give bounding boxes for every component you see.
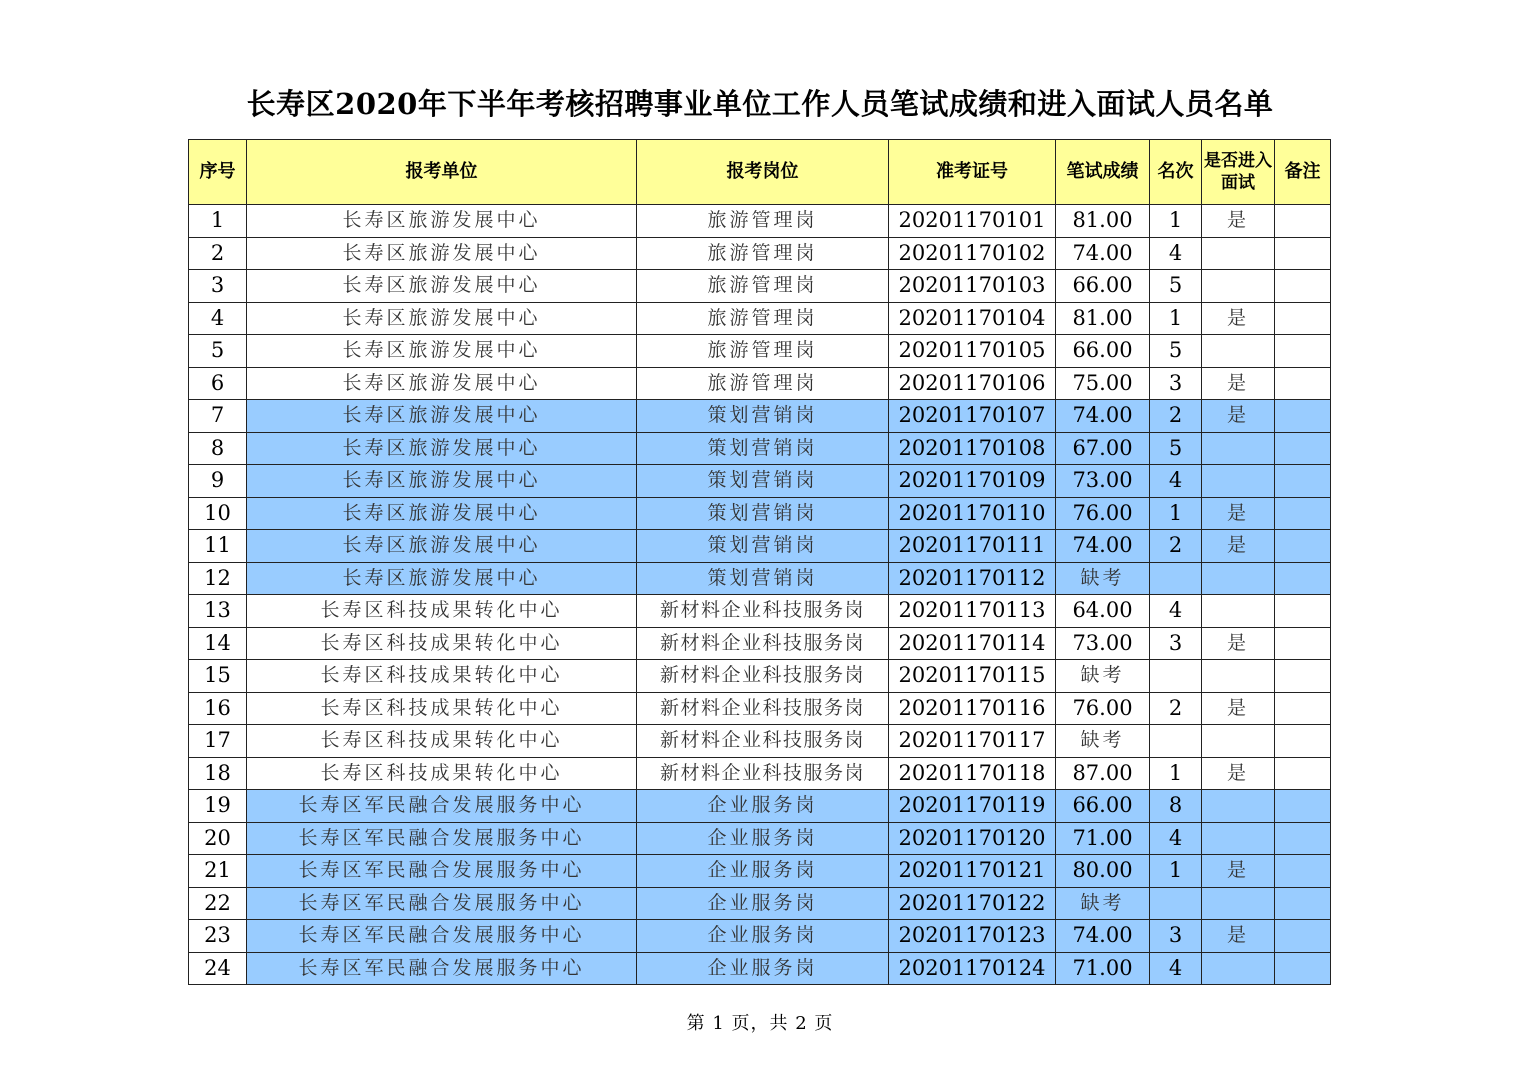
cell-note [1275,920,1331,953]
cell-ticket: 20201170121 [889,855,1056,888]
cell-unit: 长寿区科技成果转化中心 [247,692,637,725]
cell-ticket: 20201170107 [889,400,1056,433]
cell-interview: 是 [1202,920,1275,953]
cell-score: 缺考 [1056,887,1150,920]
cell-rank: 4 [1150,237,1202,270]
cell-note [1275,335,1331,368]
cell-post: 旅游管理岗 [637,205,889,238]
cell-interview [1202,725,1275,758]
cell-post: 旅游管理岗 [637,270,889,303]
cell-interview [1202,790,1275,823]
col-header-score: 笔试成绩 [1056,140,1150,205]
cell-post: 旅游管理岗 [637,367,889,400]
cell-rank: 2 [1150,530,1202,563]
cell-rank: 1 [1150,205,1202,238]
cell-ticket: 20201170109 [889,465,1056,498]
cell-rank: 4 [1150,465,1202,498]
cell-note [1275,855,1331,888]
cell-note [1275,887,1331,920]
cell-score: 87.00 [1056,757,1150,790]
cell-note [1275,530,1331,563]
col-header-serial: 序号 [189,140,247,205]
cell-note [1275,725,1331,758]
cell-score: 73.00 [1056,465,1150,498]
cell-post: 策划营销岗 [637,432,889,465]
cell-rank: 4 [1150,595,1202,628]
cell-interview: 是 [1202,627,1275,660]
cell-serial: 5 [189,335,247,368]
col-header-unit: 报考单位 [247,140,637,205]
table-row [189,562,1331,595]
cell-ticket: 20201170124 [889,952,1056,985]
table-row [189,757,1331,790]
cell-unit: 长寿区旅游发展中心 [247,302,637,335]
table-row [189,692,1331,725]
cell-ticket: 20201170102 [889,237,1056,270]
table-row [189,595,1331,628]
cell-score: 66.00 [1056,270,1150,303]
cell-interview: 是 [1202,400,1275,433]
cell-unit: 长寿区科技成果转化中心 [247,725,637,758]
table-row [189,335,1331,368]
cell-ticket: 20201170113 [889,595,1056,628]
table-row [189,530,1331,563]
cell-post: 企业服务岗 [637,920,889,953]
cell-post: 新材料企业科技服务岗 [637,660,889,693]
cell-serial: 14 [189,627,247,660]
cell-score: 76.00 [1056,692,1150,725]
cell-rank: 5 [1150,270,1202,303]
cell-unit: 长寿区科技成果转化中心 [247,627,637,660]
cell-ticket: 20201170114 [889,627,1056,660]
table-row [189,205,1331,238]
cell-interview [1202,822,1275,855]
cell-interview: 是 [1202,302,1275,335]
col-header-post: 报考岗位 [637,140,889,205]
cell-serial: 13 [189,595,247,628]
cell-interview [1202,465,1275,498]
cell-post: 企业服务岗 [637,952,889,985]
cell-score: 66.00 [1056,335,1150,368]
cell-unit: 长寿区旅游发展中心 [247,465,637,498]
cell-ticket: 20201170115 [889,660,1056,693]
table-row [189,302,1331,335]
cell-post: 新材料企业科技服务岗 [637,595,889,628]
cell-serial: 19 [189,790,247,823]
cell-interview [1202,595,1275,628]
cell-rank: 3 [1150,920,1202,953]
cell-score: 73.00 [1056,627,1150,660]
cell-unit: 长寿区科技成果转化中心 [247,595,637,628]
cell-note [1275,822,1331,855]
cell-serial: 24 [189,952,247,985]
cell-score: 75.00 [1056,367,1150,400]
cell-post: 旅游管理岗 [637,237,889,270]
cell-score: 64.00 [1056,595,1150,628]
table-row [189,432,1331,465]
cell-serial: 22 [189,887,247,920]
cell-score: 81.00 [1056,302,1150,335]
cell-unit: 长寿区旅游发展中心 [247,432,637,465]
cell-note [1275,497,1331,530]
cell-unit: 长寿区军民融合发展服务中心 [247,822,637,855]
table-row [189,465,1331,498]
cell-score: 71.00 [1056,952,1150,985]
cell-interview [1202,270,1275,303]
cell-score: 缺考 [1056,562,1150,595]
cell-note [1275,627,1331,660]
cell-ticket: 20201170103 [889,270,1056,303]
cell-post: 企业服务岗 [637,822,889,855]
cell-serial: 16 [189,692,247,725]
cell-post: 新材料企业科技服务岗 [637,627,889,660]
cell-rank: 4 [1150,822,1202,855]
table-row [189,237,1331,270]
cell-interview: 是 [1202,530,1275,563]
cell-ticket: 20201170117 [889,725,1056,758]
table-row [189,855,1331,888]
cell-note [1275,952,1331,985]
cell-interview [1202,237,1275,270]
cell-ticket: 20201170116 [889,692,1056,725]
cell-ticket: 20201170120 [889,822,1056,855]
cell-serial: 17 [189,725,247,758]
cell-ticket: 20201170108 [889,432,1056,465]
cell-note [1275,205,1331,238]
col-header-interview: 是否进入面试 [1202,140,1275,205]
col-header-rank: 名次 [1150,140,1202,205]
cell-rank: 1 [1150,497,1202,530]
cell-unit: 长寿区旅游发展中心 [247,497,637,530]
cell-rank: 2 [1150,400,1202,433]
results-table [188,139,1331,985]
cell-interview [1202,952,1275,985]
cell-serial: 15 [189,660,247,693]
table-row [189,270,1331,303]
page-title: 长寿区2020年下半年考核招聘事业单位工作人员笔试成绩和进入面试人员名单 [246,87,1274,121]
cell-score: 81.00 [1056,205,1150,238]
table-row [189,822,1331,855]
cell-rank: 1 [1150,302,1202,335]
cell-serial: 3 [189,270,247,303]
cell-unit: 长寿区军民融合发展服务中心 [247,920,637,953]
cell-score: 71.00 [1056,822,1150,855]
cell-unit: 长寿区旅游发展中心 [247,205,637,238]
cell-note [1275,465,1331,498]
cell-note [1275,400,1331,433]
cell-unit: 长寿区旅游发展中心 [247,237,637,270]
table-row [189,367,1331,400]
cell-interview: 是 [1202,692,1275,725]
cell-ticket: 20201170123 [889,920,1056,953]
cell-score: 76.00 [1056,497,1150,530]
cell-note [1275,692,1331,725]
table-row [189,920,1331,953]
cell-rank: 4 [1150,952,1202,985]
cell-serial: 23 [189,920,247,953]
cell-rank [1150,660,1202,693]
cell-note [1275,660,1331,693]
cell-unit: 长寿区军民融合发展服务中心 [247,790,637,823]
cell-serial: 6 [189,367,247,400]
cell-serial: 20 [189,822,247,855]
cell-interview [1202,660,1275,693]
cell-ticket: 20201170104 [889,302,1056,335]
cell-score: 66.00 [1056,790,1150,823]
cell-score: 67.00 [1056,432,1150,465]
cell-post: 策划营销岗 [637,530,889,563]
cell-ticket: 20201170119 [889,790,1056,823]
col-header-note: 备注 [1275,140,1331,205]
table-row [189,790,1331,823]
cell-note [1275,562,1331,595]
cell-score: 74.00 [1056,400,1150,433]
cell-note [1275,302,1331,335]
cell-interview: 是 [1202,757,1275,790]
cell-serial: 8 [189,432,247,465]
cell-post: 新材料企业科技服务岗 [637,757,889,790]
cell-note [1275,595,1331,628]
cell-score: 74.00 [1056,530,1150,563]
table-row [189,660,1331,693]
cell-rank: 5 [1150,432,1202,465]
cell-rank [1150,725,1202,758]
header-row [189,140,1331,205]
cell-ticket: 20201170106 [889,367,1056,400]
cell-interview: 是 [1202,205,1275,238]
cell-unit: 长寿区旅游发展中心 [247,530,637,563]
cell-serial: 12 [189,562,247,595]
cell-ticket: 20201170110 [889,497,1056,530]
cell-ticket: 20201170105 [889,335,1056,368]
cell-unit: 长寿区旅游发展中心 [247,335,637,368]
cell-score: 80.00 [1056,855,1150,888]
table-row [189,725,1331,758]
cell-score: 74.00 [1056,237,1150,270]
cell-serial: 18 [189,757,247,790]
cell-serial: 9 [189,465,247,498]
cell-rank [1150,562,1202,595]
cell-rank: 1 [1150,855,1202,888]
cell-ticket: 20201170118 [889,757,1056,790]
cell-rank: 8 [1150,790,1202,823]
cell-unit: 长寿区军民融合发展服务中心 [247,887,637,920]
cell-note [1275,270,1331,303]
cell-interview [1202,887,1275,920]
table-row [189,627,1331,660]
cell-post: 新材料企业科技服务岗 [637,725,889,758]
cell-post: 策划营销岗 [637,497,889,530]
cell-unit: 长寿区军民融合发展服务中心 [247,855,637,888]
cell-post: 企业服务岗 [637,855,889,888]
cell-score: 缺考 [1056,660,1150,693]
table-row [189,400,1331,433]
cell-interview [1202,562,1275,595]
cell-unit: 长寿区科技成果转化中心 [247,660,637,693]
table-row [189,887,1331,920]
col-header-ticket: 准考证号 [889,140,1056,205]
cell-note [1275,757,1331,790]
cell-unit: 长寿区军民融合发展服务中心 [247,952,637,985]
cell-serial: 7 [189,400,247,433]
cell-post: 企业服务岗 [637,790,889,823]
cell-score: 74.00 [1056,920,1150,953]
cell-ticket: 20201170122 [889,887,1056,920]
cell-note [1275,432,1331,465]
cell-post: 旅游管理岗 [637,302,889,335]
cell-rank: 5 [1150,335,1202,368]
cell-note [1275,237,1331,270]
cell-interview [1202,432,1275,465]
cell-interview: 是 [1202,497,1275,530]
cell-post: 新材料企业科技服务岗 [637,692,889,725]
cell-rank: 3 [1150,627,1202,660]
page-footer: 第 1 页，共 2 页 [686,1013,834,1034]
cell-serial: 10 [189,497,247,530]
cell-serial: 2 [189,237,247,270]
cell-rank: 1 [1150,757,1202,790]
cell-rank [1150,887,1202,920]
cell-post: 策划营销岗 [637,562,889,595]
cell-post: 企业服务岗 [637,887,889,920]
cell-serial: 4 [189,302,247,335]
cell-rank: 2 [1150,692,1202,725]
cell-rank: 3 [1150,367,1202,400]
cell-note [1275,367,1331,400]
cell-ticket: 20201170111 [889,530,1056,563]
table-row [189,952,1331,985]
cell-ticket: 20201170112 [889,562,1056,595]
cell-unit: 长寿区旅游发展中心 [247,562,637,595]
cell-ticket: 20201170101 [889,205,1056,238]
cell-serial: 11 [189,530,247,563]
cell-unit: 长寿区旅游发展中心 [247,270,637,303]
cell-score: 缺考 [1056,725,1150,758]
cell-post: 策划营销岗 [637,400,889,433]
cell-interview: 是 [1202,367,1275,400]
cell-post: 策划营销岗 [637,465,889,498]
cell-serial: 1 [189,205,247,238]
cell-unit: 长寿区旅游发展中心 [247,367,637,400]
cell-unit: 长寿区科技成果转化中心 [247,757,637,790]
cell-unit: 长寿区旅游发展中心 [247,400,637,433]
cell-serial: 21 [189,855,247,888]
cell-note [1275,790,1331,823]
cell-interview: 是 [1202,855,1275,888]
table-row [189,497,1331,530]
cell-interview [1202,335,1275,368]
cell-post: 旅游管理岗 [637,335,889,368]
